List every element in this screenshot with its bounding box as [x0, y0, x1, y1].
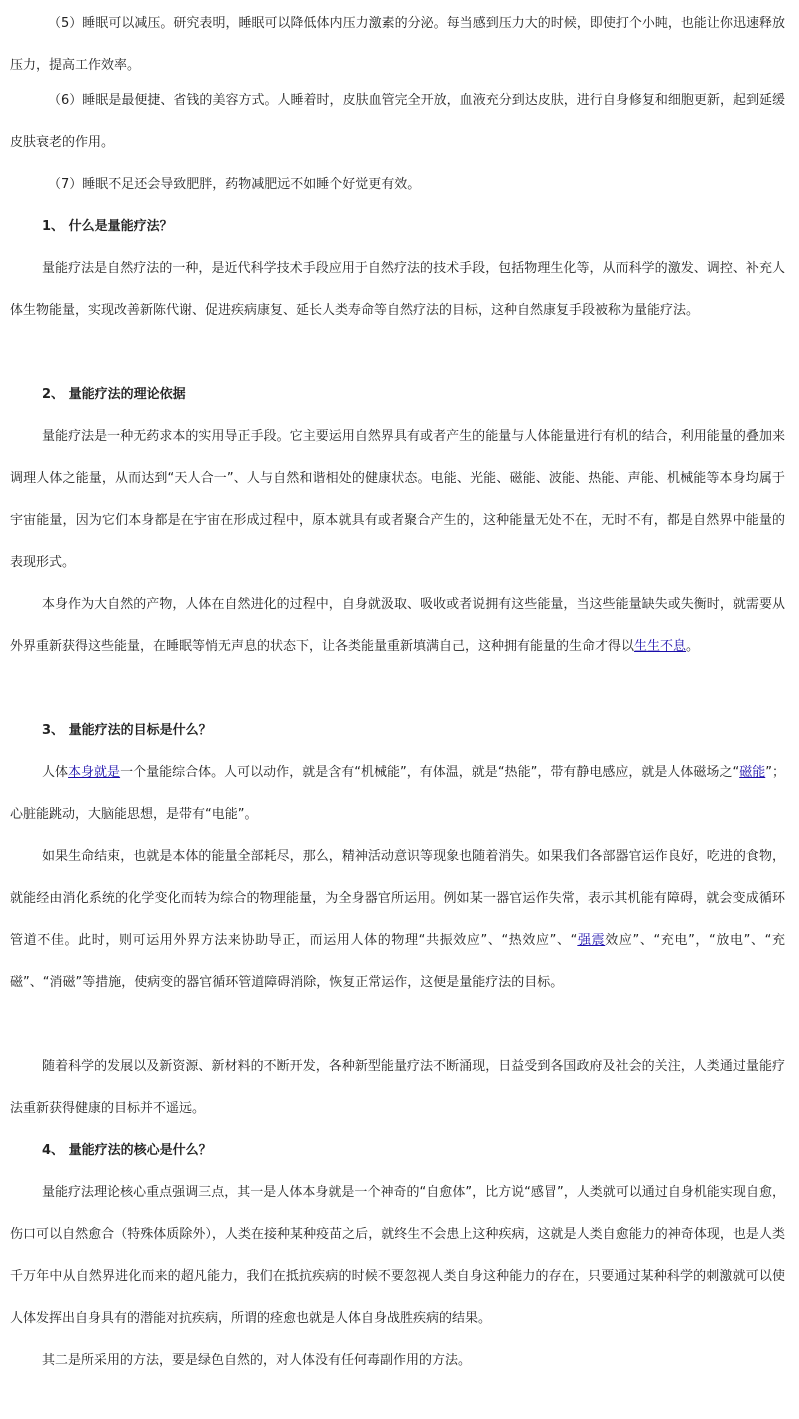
link-shengshengbuxi[interactable]: 生生不息: [634, 639, 687, 654]
link-cineng[interactable]: 磁能: [739, 765, 766, 780]
paragraph-text: ”；心脏能跳动，大脑能思想，是带有“电能”。: [10, 765, 785, 822]
paragraph-text: 本身作为大自然的产物，人体在自然进化的过程中，自身就汲取、吸收或者说拥有这些能量，当这些能量缺失或失衡时，就需要从外界重新获得这些能量，在睡眠等悄无声息的状态下，让各类能量重新填满自己，这种拥有能量的生命才得以: [10, 597, 785, 654]
paragraph-theory: [10, 416, 785, 584]
paragraph-text: 随着科学的发展以及新资源、新材料的不断开发，各种新型能量疗法不断涌现，日益受到各国政府及社会的关注，人类通过量能疗法重新获得健康的目标并不遥远。: [10, 1059, 785, 1116]
paragraph-life-energy: [10, 836, 785, 1004]
paragraph-text: 人体: [42, 765, 69, 780]
paragraph-text: （5）睡眠可以减压。研究表明，睡眠可以降低体内压力激素的分泌。每当感到压力大的时候，即使打个小盹，也能让你迅速释放压力，提高工作效率。: [10, 16, 785, 73]
heading-text: 4、 量能疗法的核心是什么？: [42, 1143, 212, 1158]
heading-text: 3、 量能疗法的目标是什么？: [42, 723, 212, 738]
paragraph-self-healing: [10, 1172, 785, 1340]
paragraph-text: 其二是所采用的方法，要是绿色自然的，对人体没有任何毒副作用的方法。: [42, 1353, 472, 1368]
heading-theory-basis: [10, 374, 785, 416]
link-benshenjiushi[interactable]: 本身就是: [68, 765, 121, 780]
heading-therapy-core: [10, 1130, 785, 1172]
paragraph-future: [10, 1046, 785, 1130]
paragraph-text: 。: [686, 639, 700, 654]
paragraph-sleep-beauty: [10, 80, 785, 164]
paragraph-sleep-stress: [10, 3, 785, 87]
heading-text: 1、 什么是量能疗法？: [42, 219, 173, 234]
paragraph-text: 一个量能综合体。人可以动作，就是含有“机械能”，有体温，就是“热能”，带有静电感应，就是人体磁场之“: [120, 765, 740, 780]
paragraph-text: 量能疗法是自然疗法的一种，是近代科学技术手段应用于自然疗法的技术手段，包括物理生化等，从而科学的激发、调控、补充人体生物能量，实现改善新陈代谢、促进疾病康复、延长人类寿命等自然疗法的目标，这种自然康复手段被称为量能疗法。: [10, 261, 785, 318]
paragraph-text: （7）睡眠不足还会导致肥胖，药物减肥远不如睡个好觉更有效。: [48, 177, 421, 192]
paragraph-text: 效应”、“充电”，“放电”、“充磁”、“消磁”等措施，使病变的器官循环管道障碍消除，恢复正常运作，这便是量能疗法的目标。: [10, 933, 785, 990]
paragraph-text: 如果生命结束，也就是本体的能量全部耗尽，那么，精神活动意识等现象也随着消失。如果我们各部器官运作良好，吃进的食物，就能经由消化系统的化学变化而转为综合的物理能量，为全身器官所运用。例如某一器官运作失常，表示其机能有障碍，就会变成循环管道不佳。此时，则可运用外界方法来协助导正，而运用人体的物理“共振效应”、“热效应”、“: [10, 849, 785, 948]
paragraph-energy-complex: [10, 752, 785, 836]
paragraph-definition: [10, 248, 785, 332]
paragraph-text: （6）睡眠是最便捷、省钱的美容方式。人睡着时，皮肤血管完全开放，血液充分到达皮肤，进行自身修复和细胞更新，起到延缓皮肤衰老的作用。: [10, 93, 785, 150]
paragraph-text: 量能疗法理论核心重点强调三点，其一是人体本身就是一个神奇的“自愈体”，比方说“感冒”，人类就可以通过自身机能实现自愈，伤口可以自然愈合（特殊体质除外），人类在接种某种疫苗之后，就终生不会患上这种疾病，这就是人类自愈能力的神奇体现，也是人类千万年中从自然界进化而来的超凡能力，我们在抵抗疾病的时候不要忽视人类自身这种能力的存在，只要通过某种科学的刺激就可以使人体发挥出自身具有的潜能对抗疾病，所谓的痊愈也就是人体自身战胜疾病的结果。: [10, 1185, 785, 1326]
paragraph-green-method: [10, 1340, 785, 1382]
paragraph-sleep-obesity: [10, 164, 785, 206]
heading-text: 2、 量能疗法的理论依据: [42, 387, 186, 402]
paragraph-nature-product: [10, 584, 785, 668]
heading-therapy-goal: [10, 710, 785, 752]
heading-what-is-energy-therapy: [10, 206, 785, 248]
paragraph-text: 量能疗法是一种无药求本的实用导正手段。它主要运用自然界具有或者产生的能量与人体能量进行有机的结合，利用能量的叠加来调理人体之能量，从而达到“天人合一”、人与自然和谐相处的健康状态。电能、光能、磁能、波能、热能、声能、机械能等本身均属于宇宙能量，因为它们本身都是在宇宙在形成过程中，原本就具有或者聚合产生的，这种能量无处不在，无时不有，都是自然界中能量的表现形式。: [10, 429, 785, 570]
link-qiangzhen[interactable]: 强震: [577, 933, 606, 948]
